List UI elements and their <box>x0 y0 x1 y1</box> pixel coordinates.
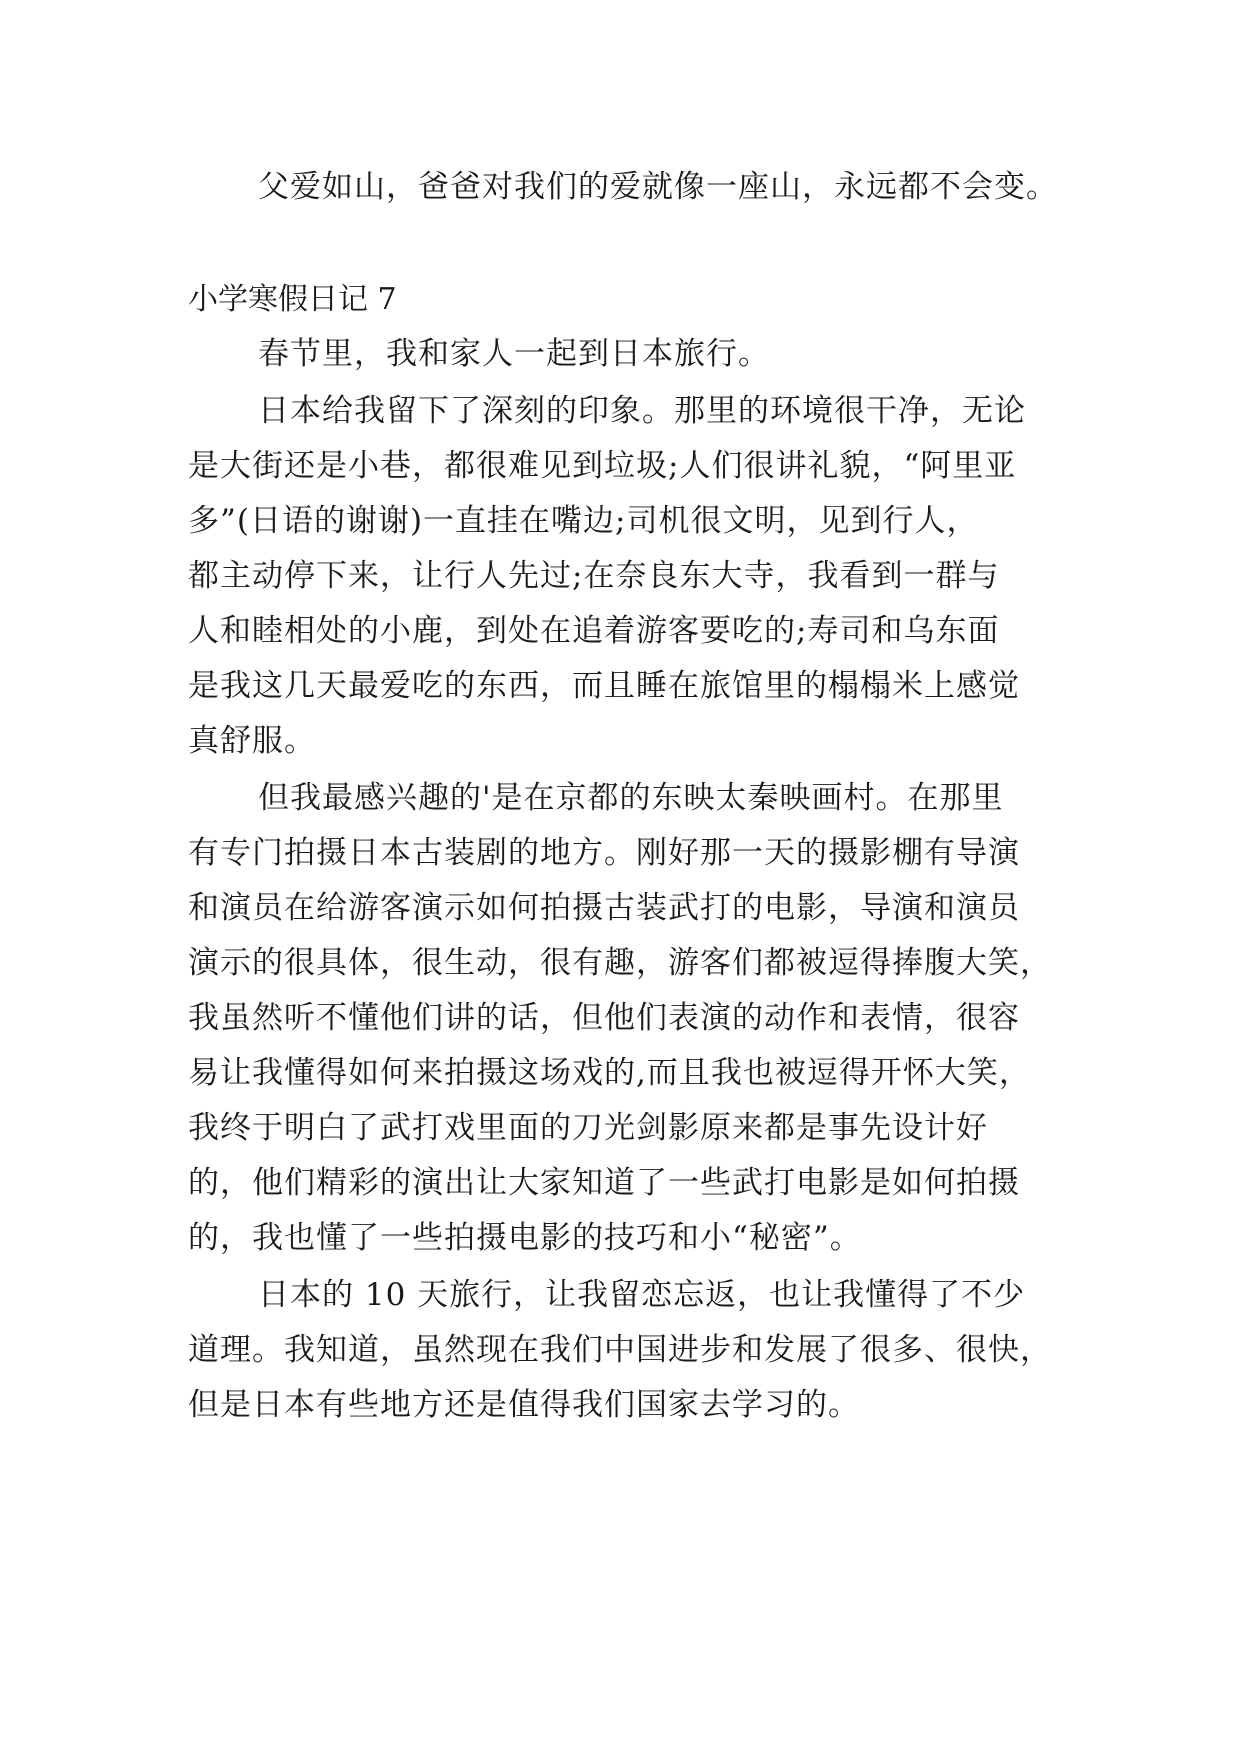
paragraph-line: 真舒服。 <box>188 723 316 759</box>
closing-line: 父爱如山，爸爸对我们的爱就像一座山，永远都不会变。 <box>258 169 1058 205</box>
paragraph-line: 有专门拍摄日本古装剧的地方。刚好那一天的摄影棚有导演 <box>188 835 1020 871</box>
paragraph <box>188 1268 1058 1433</box>
paragraph-line: 日本给我留下了深刻的印象。那里的环境很干净，无论 <box>258 393 1026 429</box>
paragraph-line: 演示的很具体，很生动，很有趣，游客们都被逗得捧腹大笑， <box>188 945 1052 981</box>
paragraph-line: 我虽然听不懂他们讲的话，但他们表演的动作和表情，很容 <box>188 1000 1020 1036</box>
paragraph-line: 的，我也懂了一些拍摄电影的技巧和小“秘密”。 <box>188 1220 862 1256</box>
paragraph-line: 道理。我知道，虽然现在我们中国进步和发展了很多、很快， <box>188 1332 1052 1368</box>
paragraph-line: 人和睦相处的小鹿，到处在追着游客要吃的;寿司和乌东面 <box>188 613 1000 649</box>
paragraph <box>188 771 1058 1266</box>
paragraph-line: 日本的 10 天旅行，让我留恋忘返，也让我懂得了不少 <box>258 1277 1026 1313</box>
paragraph <box>188 327 1058 382</box>
paragraph-line: 是我这几天最爱吃的东西，而且睡在旅馆里的榻榻米上感觉 <box>188 668 1020 704</box>
paragraph-line: 但是日本有些地方还是值得我们国家去学习的。 <box>188 1387 860 1423</box>
paragraph-line: 是大街还是小巷，都很难见到垃圾;人们很讲礼貌，“阿里亚 <box>188 448 1017 484</box>
section-spacer <box>188 215 1058 272</box>
paragraph-line: 和演员在给游客演示如何拍摄古装武打的电影，导演和演员 <box>188 890 1020 926</box>
paragraph <box>188 384 1058 769</box>
paragraph-line: 但我最感兴趣的'是在京都的东映太秦映画村。在那里 <box>258 780 1004 816</box>
paragraph-line: 我终于明白了武打戏里面的刀光剑影原来都是事先设计好 <box>188 1110 988 1146</box>
paragraph-line: 多”(日语的谢谢)一直挂在嘴边;司机很文明，见到行人， <box>188 503 979 539</box>
document-page <box>188 160 1058 1433</box>
paragraph-line: 的，他们精彩的演出让大家知道了一些武打电影是如何拍摄 <box>188 1165 1020 1201</box>
paragraph-line: 易让我懂得如何来拍摄这场戏的,而且我也被逗得开怀大笑， <box>188 1055 1031 1091</box>
section-title: 小学寒假日记 7 <box>188 282 397 317</box>
paragraph-line: 春节里，我和家人一起到日本旅行。 <box>258 336 770 372</box>
paragraph-line: 都主动停下来，让行人先过;在奈良东大寺，我看到一群与 <box>188 558 1000 594</box>
